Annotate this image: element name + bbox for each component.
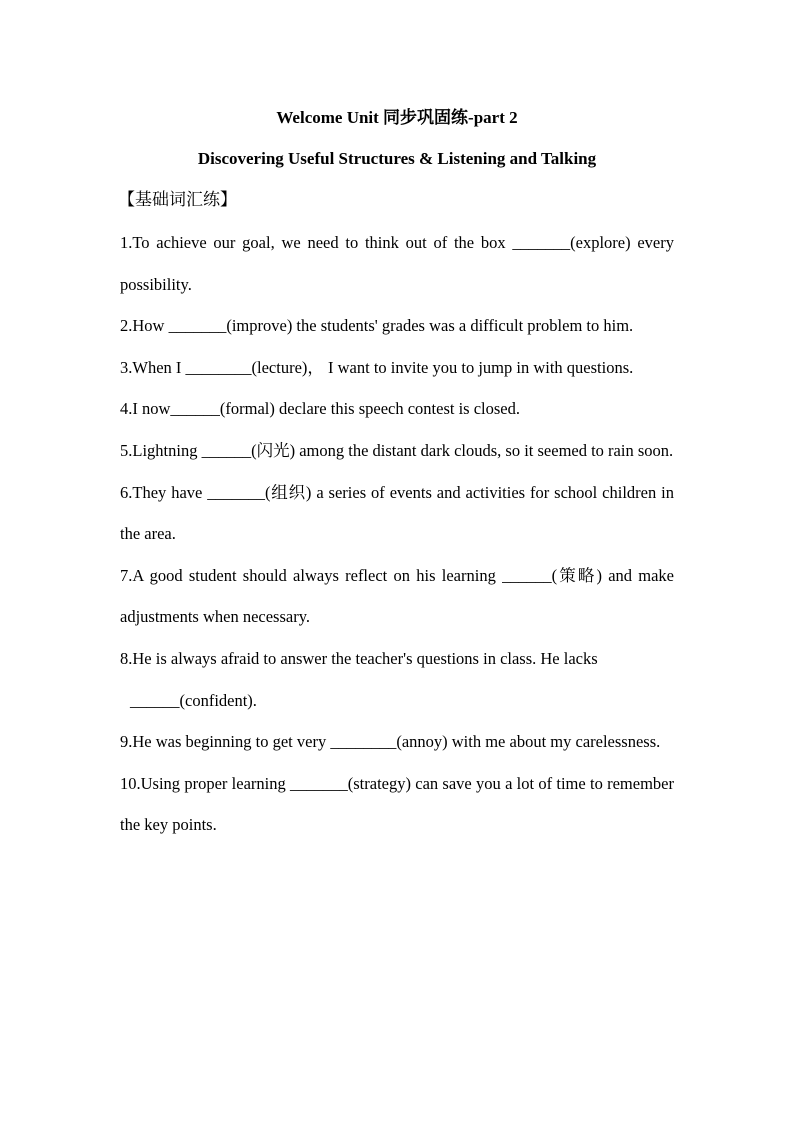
section-heading: 【基础词汇练】: [118, 190, 237, 210]
question-10: 10.Using proper learning _______(strategy) can save you a lot of time to remember the key points.: [120, 773, 674, 835]
page-subtitle: Discovering Useful Structures & Listening and Talking: [197, 149, 597, 168]
question-3: 3.When I ________(lecture)， I want to invite you to jump in with questions.: [120, 357, 634, 377]
question-7: 7.A good student should always reflect on his learning ______(策略) and make adjustments when necessary.: [120, 565, 674, 627]
question-list: [120, 222, 674, 846]
question-1: 1.To achieve our goal, we need to think out of the box _______(explore) every possibility.: [120, 233, 674, 294]
question-9: 9.He was beginning to get very ________(annoy) with me about my carelessness.: [120, 732, 661, 752]
question-4: 4.I now______(formal) declare this speech contest is closed.: [120, 399, 521, 419]
question-8-continuation: ______(confident).: [130, 690, 257, 710]
question-6: 6.They have _______(组织) a series of events and activities for school children in the area.: [120, 482, 674, 544]
page-title: Welcome Unit 同步巩固练-part 2: [276, 108, 518, 127]
question-2: 2.How _______(improve) the students' grades was a difficult problem to him.: [120, 316, 634, 336]
question-5: 5.Lightning ______(闪光) among the distant dark clouds, so it seemed to rain soon.: [120, 440, 674, 460]
question-8: 8.He is always afraid to answer the teacher's questions in class. He lacks: [120, 648, 598, 668]
